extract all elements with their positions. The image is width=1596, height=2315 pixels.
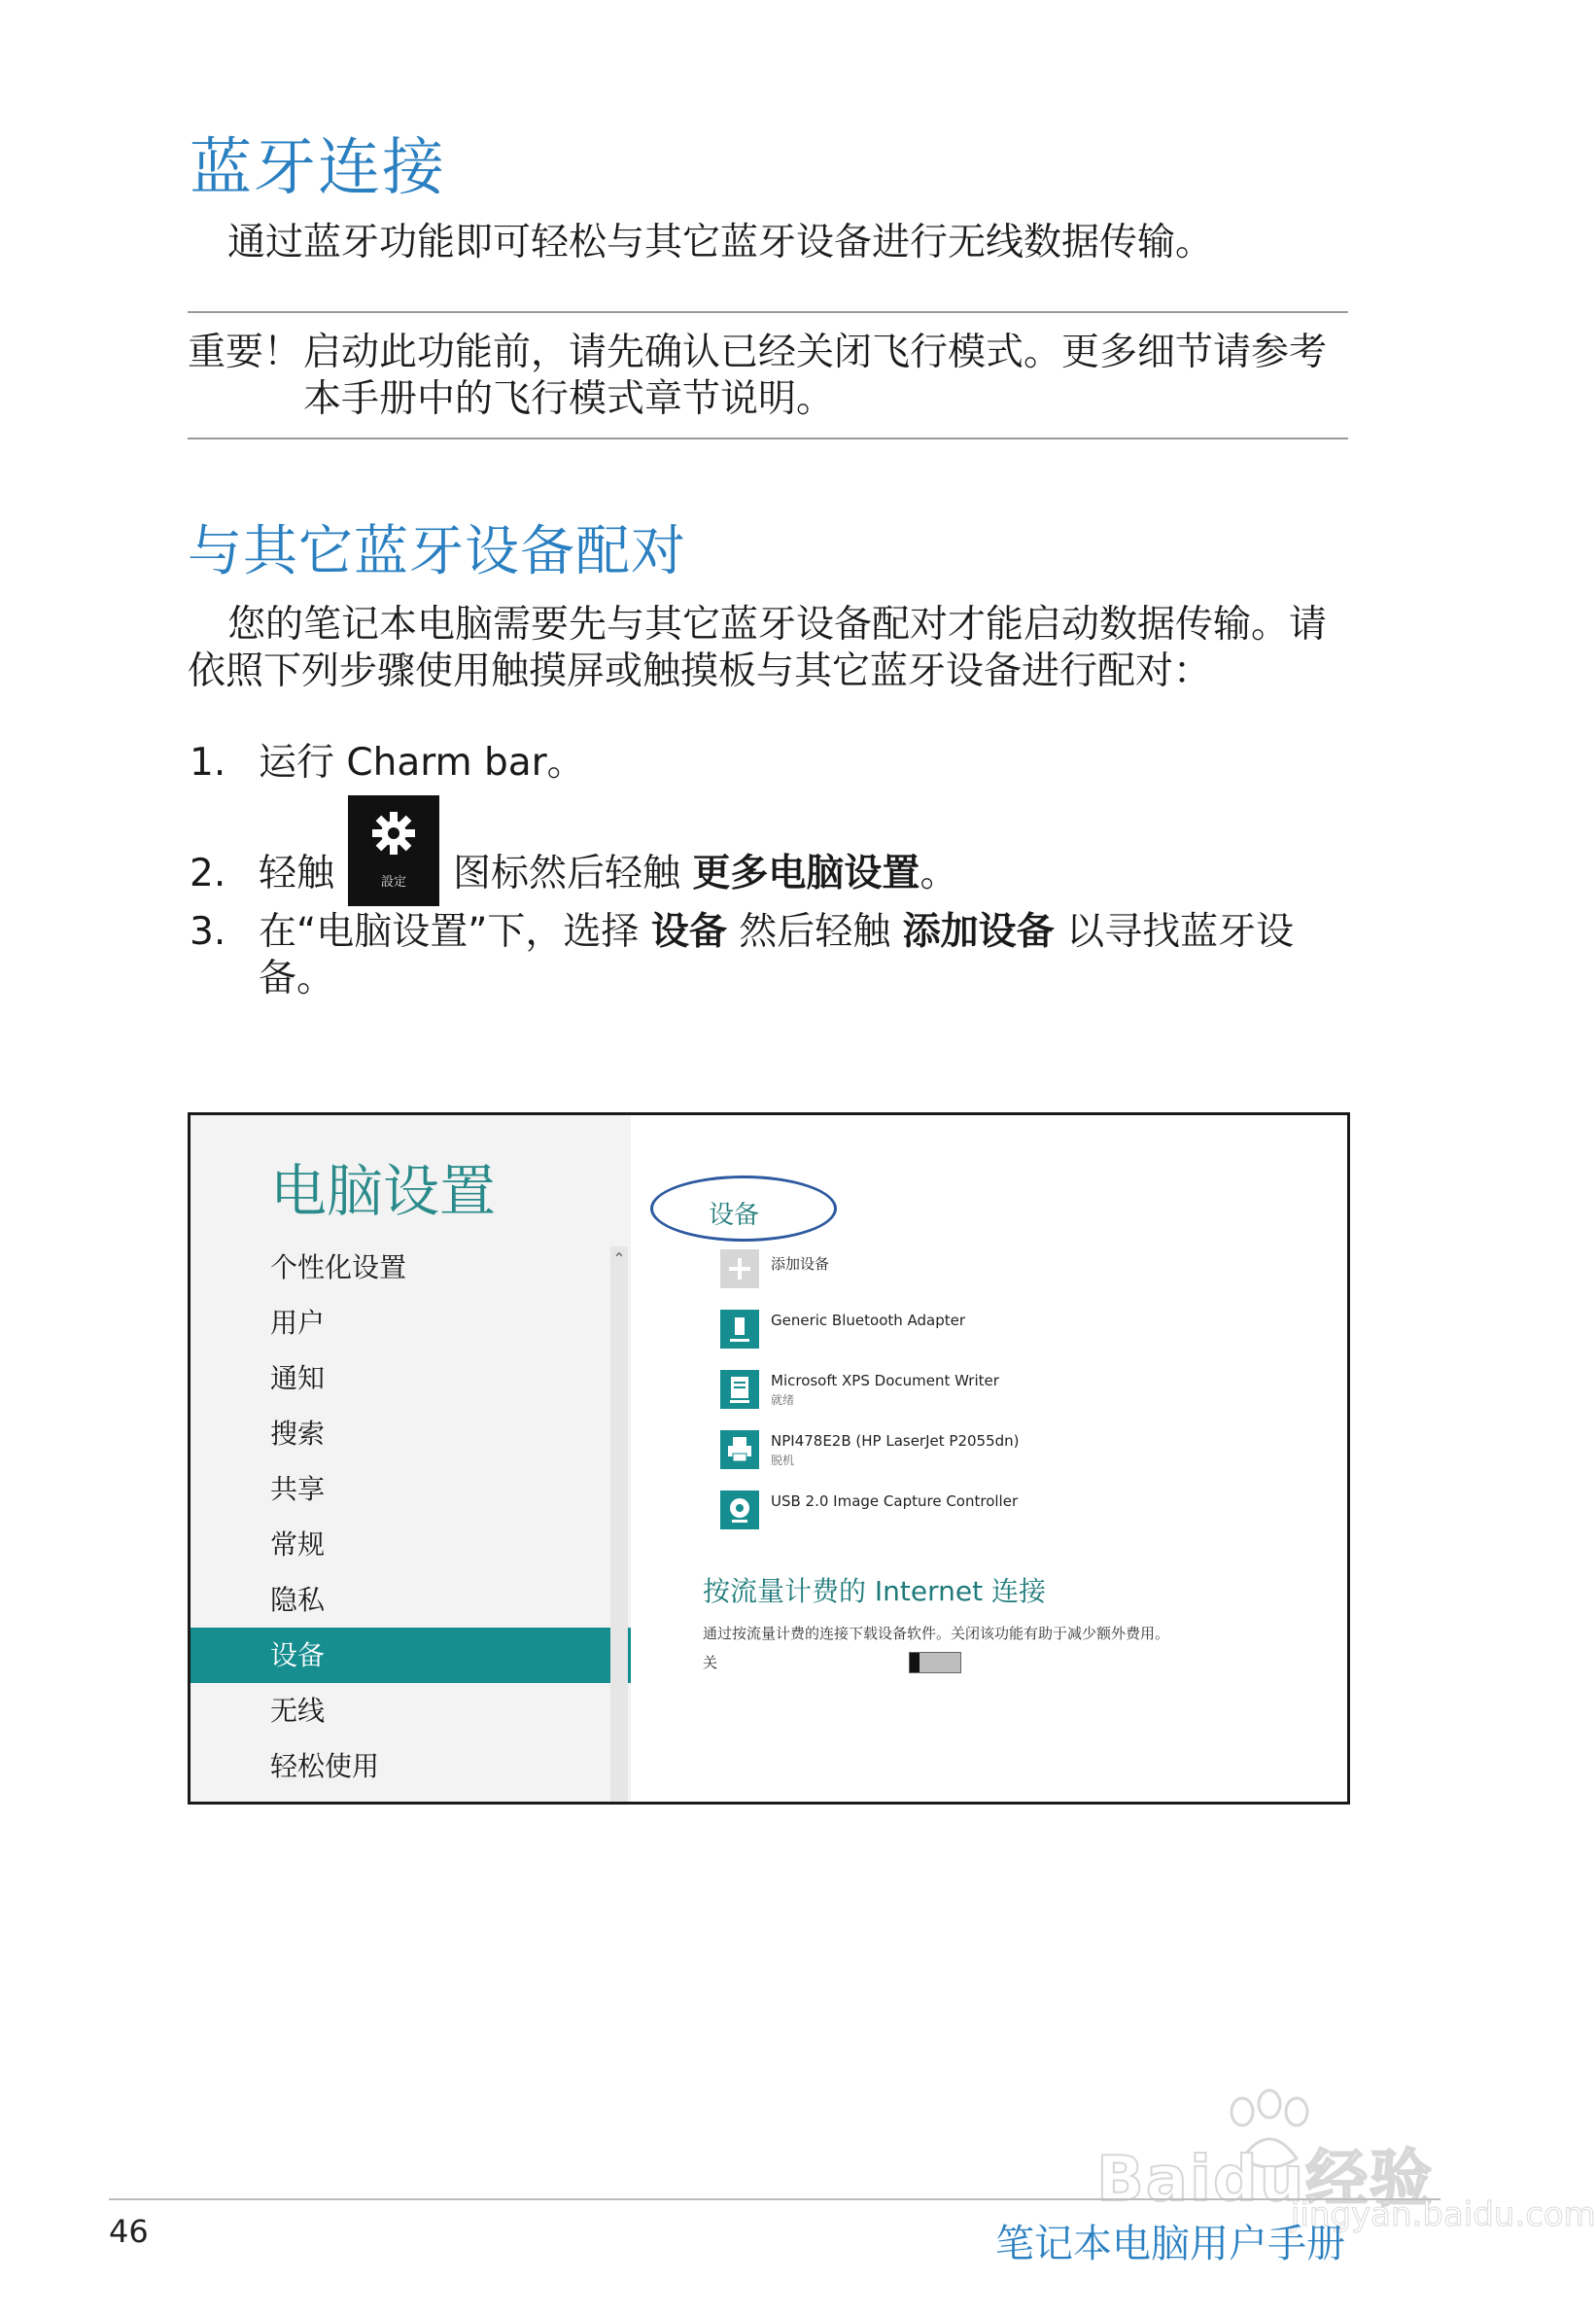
- plus-icon: [720, 1249, 759, 1288]
- note-top-rule: [188, 311, 1348, 313]
- nav-item-label: 无线: [270, 1695, 326, 1727]
- step-text-pre: 在“电脑设置”下，选择: [259, 910, 640, 954]
- metered-download-toggle[interactable]: [909, 1652, 961, 1673]
- add-device-label: 添加设备: [771, 1255, 830, 1273]
- step-number: 3.: [190, 910, 226, 954]
- footer-rule: [109, 2198, 1440, 2200]
- nav-item-devices[interactable]: [191, 1628, 631, 1683]
- step-text-line1: [259, 908, 1294, 957]
- page-number: 46: [109, 2213, 149, 2250]
- bluetooth-adapter-icon: [720, 1310, 759, 1349]
- device-status: 脱机: [771, 1454, 795, 1467]
- note-text-line2: 本手册中的飞行模式章节说明。: [303, 377, 835, 421]
- document-writer-icon: [720, 1370, 759, 1409]
- footer-title: 笔记本电脑用户手册: [995, 2222, 1345, 2266]
- metered-connection-title: 按流量计费的 Internet 连接: [703, 1575, 1046, 1607]
- baidu-watermark: [1096, 2090, 1596, 2234]
- nav-item-wireless[interactable]: [191, 1683, 610, 1738]
- nav-item-users[interactable]: [191, 1295, 610, 1350]
- step-text-bold-add-device: 添加设备: [902, 910, 1055, 954]
- device-name: NPI478E2B (HP LaserJet P2055dn): [771, 1432, 1020, 1450]
- device-name: Microsoft XPS Document Writer: [771, 1372, 999, 1389]
- nav-item-privacy[interactable]: [191, 1572, 610, 1628]
- step-text-bold-devices: 设备: [650, 910, 727, 954]
- webcam-icon: [720, 1491, 759, 1529]
- device-status: 就绪: [771, 1393, 795, 1407]
- section-title-pairing: 与其它蓝牙设备配对: [188, 520, 686, 583]
- section-intro: 通过蓝牙功能即可轻松与其它蓝牙设备进行无线数据传输。: [227, 221, 1214, 264]
- nav-item-label: 隐私: [270, 1584, 326, 1616]
- settings-tile: [348, 795, 439, 906]
- nav-item-label: 常规: [270, 1528, 326, 1561]
- nav-item-general[interactable]: [191, 1517, 610, 1572]
- gear-icon: [369, 809, 418, 858]
- pc-settings-screenshot: [188, 1112, 1350, 1805]
- nav-item-search[interactable]: [191, 1406, 610, 1461]
- devices-pane: [631, 1115, 1347, 1802]
- devices-title: 设备: [709, 1201, 760, 1230]
- pairing-paragraph-line2: 依照下列步骤使用触摸屏或触摸板与其它蓝牙设备进行配对：: [188, 649, 1212, 693]
- step-number: 1.: [190, 741, 226, 785]
- toggle-knob[interactable]: [910, 1653, 919, 1672]
- step-text: 运行 Charm bar。: [259, 741, 585, 785]
- nav-item-label: 个性化设置: [270, 1251, 407, 1283]
- step-text-post: 以寻找蓝牙设: [1066, 910, 1295, 954]
- nav-item-label: 通知: [270, 1362, 326, 1394]
- nav-item-label: 设备: [270, 1639, 326, 1671]
- step-text-pre: 轻触: [259, 852, 335, 895]
- pc-settings-title: 电脑设置: [270, 1158, 497, 1224]
- step-text-line2: 备。: [259, 957, 335, 1000]
- section-title-bluetooth: 蓝牙连接: [190, 132, 446, 204]
- watermark-url: jingyan.baidu.com: [1291, 2195, 1596, 2234]
- settings-tile-label: 設定: [380, 875, 406, 890]
- device-name: Generic Bluetooth Adapter: [771, 1312, 966, 1329]
- note-label: 重要！: [188, 331, 302, 374]
- nav-item-label: 搜索: [270, 1418, 326, 1450]
- note-text-line1: 启动此功能前，请先确认已经关闭飞行模式。更多细节请参考: [303, 331, 1328, 374]
- step-text-post: 。: [919, 852, 958, 895]
- step-number: 2.: [190, 852, 226, 895]
- nav-item-label: 用户: [270, 1307, 326, 1339]
- watermark-text: Baidu经验: [1096, 2144, 1435, 2216]
- nav-item-share[interactable]: [191, 1461, 610, 1517]
- step-text-mid-plain: 图标然后轻触: [453, 852, 681, 895]
- sidebar-scrollbar[interactable]: [610, 1246, 628, 1802]
- nav-item-notifications[interactable]: [191, 1350, 610, 1406]
- note-bottom-rule: [188, 438, 1348, 439]
- chevron-up-icon[interactable]: ⌃: [612, 1249, 626, 1268]
- settings-sidebar: [191, 1115, 631, 1802]
- metered-connection-description: 通过按流量计费的连接下载设备软件。关闭该功能有助于减少额外费用。: [703, 1625, 1170, 1642]
- printer-icon: [720, 1430, 759, 1469]
- nav-item-ease-of-access[interactable]: [191, 1738, 610, 1794]
- pairing-paragraph-line1: 您的笔记本电脑需要先与其它蓝牙设备配对才能启动数据传输。请: [227, 603, 1328, 647]
- step-text-mid: 然后轻触: [739, 910, 891, 954]
- device-name: USB 2.0 Image Capture Controller: [771, 1492, 1019, 1510]
- nav-item-label: 共享: [270, 1473, 326, 1505]
- step-text-bold: 更多电脑设置: [692, 852, 920, 895]
- toggle-state-label: 关: [703, 1654, 718, 1671]
- nav-item-label: 轻松使用: [270, 1750, 380, 1782]
- nav-item-personalize[interactable]: [191, 1240, 610, 1295]
- step-text-mid: [453, 850, 957, 898]
